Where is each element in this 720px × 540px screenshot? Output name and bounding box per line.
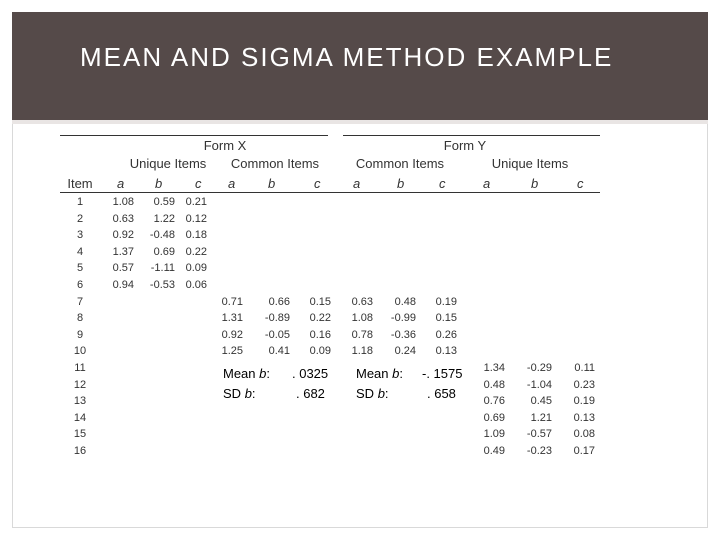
summary-y-mean: Mean b: (356, 366, 404, 381)
form-y-unique-c: 0.19 (573, 395, 595, 407)
form-x-unique-a: 0.92 (112, 229, 134, 241)
form-y-common-b: 0.24 (394, 345, 416, 357)
mean-label: Mean (223, 366, 256, 381)
form-y-header-rule (343, 135, 600, 136)
item-number: 3 (76, 229, 84, 241)
summary-x-mean-value: . 0325 (292, 366, 329, 381)
item-number: 2 (76, 213, 84, 225)
form-x-unique-c: 0.22 (185, 246, 207, 258)
form-y-common-c: 0.15 (435, 312, 457, 324)
form-y-unique-b: -0.23 (526, 445, 552, 457)
form-y-common-c: 0.26 (435, 329, 457, 341)
sd-label: SD (223, 386, 242, 401)
form-x-unique-b: 0.59 (153, 196, 175, 208)
item-number: 12 (73, 379, 87, 391)
form-x-unique-c: 0.12 (185, 213, 207, 225)
item-number: 15 (73, 428, 87, 440)
item-column-header: Item (67, 176, 93, 191)
form-x-unique-c: 0.21 (185, 196, 207, 208)
summary-y-sd-value: . 658 (427, 386, 456, 401)
content-edge (12, 120, 708, 124)
form-y-common-a: 1.08 (351, 312, 373, 324)
item-number: 16 (73, 445, 87, 457)
column-header-y-common-a: a (353, 176, 361, 191)
form-y-common-c: 0.13 (435, 345, 457, 357)
form-y-unique-a: 0.76 (483, 395, 505, 407)
item-number: 14 (73, 412, 87, 424)
form-x-unique-b: -0.48 (149, 229, 175, 241)
form-x-unique-a: 1.37 (112, 246, 134, 258)
summary-x-mean: Mean b: (223, 366, 271, 381)
common-items-x-label: Common Items (230, 156, 320, 171)
form-y-unique-c: 0.11 (574, 362, 595, 374)
form-x-common-b: -0.05 (264, 329, 290, 341)
summary-y-sd: SD b: (356, 386, 389, 401)
form-y-unique-a: 0.69 (483, 412, 505, 424)
form-y-unique-a: 1.34 (483, 362, 505, 374)
mean-label: Mean (356, 366, 389, 381)
common-items-y-label: Common Items (355, 156, 445, 171)
item-number: 11 (74, 362, 86, 374)
form-y-unique-c: 0.13 (573, 412, 595, 424)
form-y-common-a: 0.63 (351, 296, 373, 308)
form-x-common-a: 1.25 (221, 345, 243, 357)
column-header-y-unique-a: a (483, 176, 491, 191)
column-header-x-unique-c: c (195, 176, 202, 191)
item-number: 5 (76, 262, 84, 274)
form-x-unique-c: 0.06 (185, 279, 207, 291)
item-number: 6 (76, 279, 84, 291)
form-y-unique-b: -0.29 (526, 362, 552, 374)
form-x-header-rule (60, 135, 328, 136)
column-header-x-unique-a: a (117, 176, 125, 191)
column-header-x-common-b: b (268, 176, 276, 191)
form-x-unique-a: 0.63 (112, 213, 134, 225)
unique-items-y-label: Unique Items (491, 156, 569, 171)
form-y-common-b: 0.48 (394, 296, 416, 308)
form-x-common-b: 0.66 (268, 296, 290, 308)
form-y-unique-a: 0.48 (483, 379, 505, 391)
form-y-common-b: -0.99 (390, 312, 416, 324)
form-y-common-a: 0.78 (351, 329, 373, 341)
column-header-y-common-c: c (439, 176, 446, 191)
mean-var: b (392, 366, 400, 381)
form-y-label: Form Y (443, 138, 487, 153)
form-x-label: Form X (203, 138, 247, 153)
form-x-common-a: 0.92 (221, 329, 243, 341)
form-y-common-a: 1.18 (351, 345, 373, 357)
form-y-unique-c: 0.08 (573, 428, 595, 440)
form-x-unique-b: 0.69 (153, 246, 175, 258)
form-x-common-a: 1.31 (221, 312, 243, 324)
unique-items-x-label: Unique Items (129, 156, 207, 171)
form-x-common-b: -0.89 (264, 312, 290, 324)
item-number: 7 (76, 296, 84, 308)
form-x-unique-a: 0.94 (112, 279, 134, 291)
form-y-unique-b: -1.04 (526, 379, 552, 391)
form-y-common-c: 0.19 (435, 296, 457, 308)
form-x-unique-a: 0.57 (112, 262, 134, 274)
form-y-unique-b: 1.21 (530, 412, 552, 424)
mean-var: b (259, 366, 267, 381)
form-y-unique-a: 0.49 (483, 445, 505, 457)
form-y-common-b: -0.36 (390, 329, 416, 341)
slide-title: MEAN AND SIGMA METHOD EXAMPLE (80, 42, 614, 72)
item-number: 13 (73, 395, 87, 407)
form-x-common-a: 0.71 (221, 296, 243, 308)
column-header-x-unique-b: b (155, 176, 163, 191)
form-x-unique-c: 0.18 (185, 229, 207, 241)
sd-label: SD (356, 386, 375, 401)
summary-y-mean-value: -. 1575 (422, 366, 463, 381)
summary-x-sd-value: . 682 (296, 386, 325, 401)
item-number: 9 (76, 329, 84, 341)
form-x-unique-b: 1.22 (153, 213, 175, 225)
form-x-unique-b: -0.53 (149, 279, 175, 291)
item-number: 1 (76, 196, 84, 208)
column-header-y-common-b: b (397, 176, 405, 191)
form-y-unique-c: 0.17 (573, 445, 595, 457)
sd-var: b (244, 386, 252, 401)
summary-x-sd: SD b: (223, 386, 256, 401)
column-header-x-common-a: a (228, 176, 236, 191)
column-header-y-unique-c: c (577, 176, 584, 191)
form-x-common-b: 0.41 (268, 345, 290, 357)
form-x-unique-b: -1.11 (150, 262, 175, 274)
form-x-common-c: 0.09 (309, 345, 331, 357)
form-y-unique-b: 0.45 (530, 395, 552, 407)
item-number: 8 (76, 312, 84, 324)
form-x-common-c: 0.16 (309, 329, 331, 341)
form-y-unique-a: 1.09 (483, 428, 505, 440)
item-number: 4 (76, 246, 84, 258)
form-y-unique-b: -0.57 (526, 428, 552, 440)
header-bottom-rule (60, 192, 600, 193)
item-number: 10 (73, 345, 87, 357)
column-header-x-common-c: c (314, 176, 321, 191)
form-x-common-c: 0.15 (309, 296, 331, 308)
column-header-y-unique-b: b (531, 176, 539, 191)
sd-var: b (377, 386, 385, 401)
form-x-common-c: 0.22 (309, 312, 331, 324)
form-y-unique-c: 0.23 (573, 379, 595, 391)
form-x-unique-a: 1.08 (112, 196, 134, 208)
form-x-unique-c: 0.09 (185, 262, 207, 274)
